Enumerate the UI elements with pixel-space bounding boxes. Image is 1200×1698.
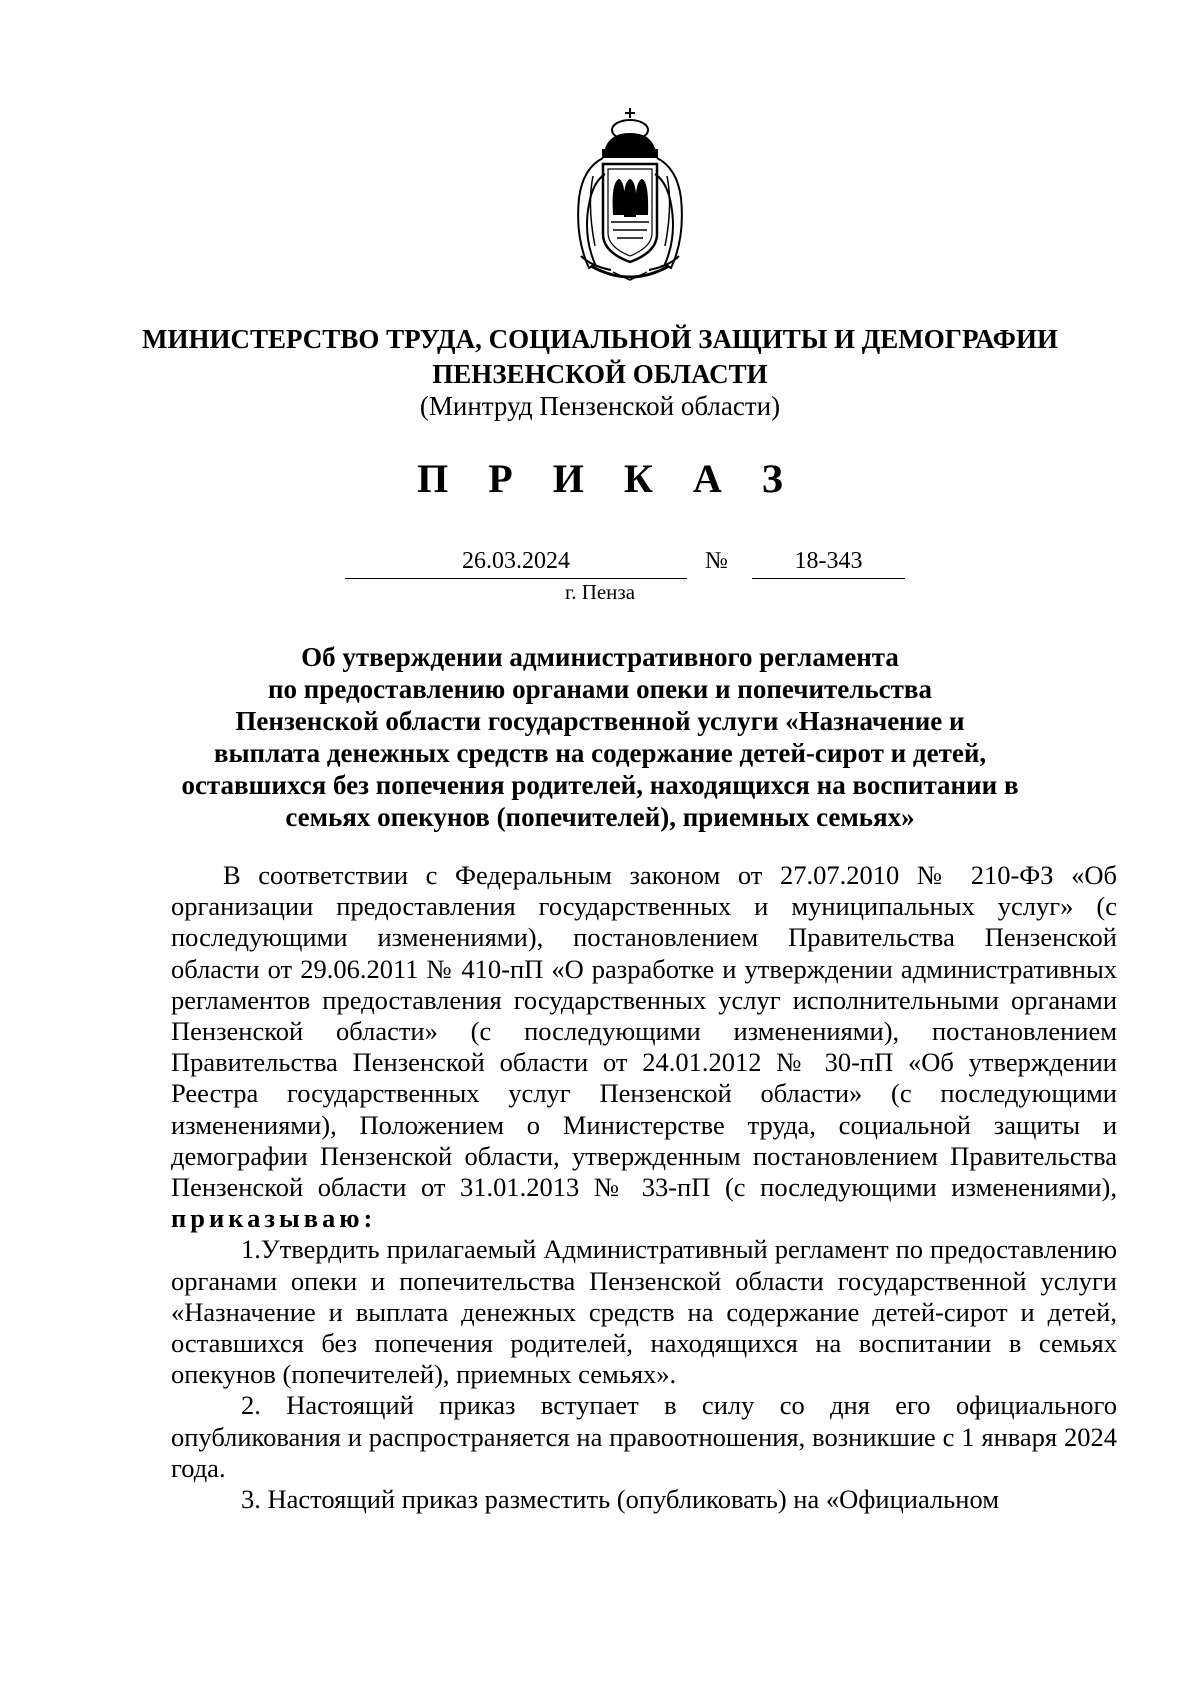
ministry-name (0, 322, 1200, 392)
order-item-2: 2. Настоящий приказ вступает в силу со дня его официального опубликования и распространяется на правоотношения, возникшие с 1 января 2024 года. (171, 1390, 1117, 1483)
number-sign: № (705, 548, 728, 574)
subject-line: выплата денежных средств на содержание детей-сирот и детей, (213, 738, 987, 768)
order-number: 18-343 (752, 548, 905, 579)
order-body (171, 860, 1117, 1515)
document-type-title: П Р И К А З (417, 456, 798, 501)
subject-line: по предоставлению органами опеки и попечительства (267, 674, 933, 704)
order-item-1: 1.Утвердить прилагаемый Административный регламент по предоставлению органами опеки и попечительства Пензенской области государственной услуги «Назначение и выплата денежных средств на содержание детей-сирот и детей, оставшихся без попечения родителей, находящихся на воспитании в семьях опекунов (попечителей), приемных семьях». (171, 1234, 1117, 1390)
ministry-name-line2: ПЕНЗЕНСКОЙ ОБЛАСТИ (432, 359, 768, 389)
city-label: г. Пенза (564, 580, 636, 604)
order-date: 26.03.2024 (345, 548, 687, 579)
ministry-name-line1: МИНИСТЕРСТВО ТРУДА, СОЦИАЛЬНОЙ ЗАЩИТЫ И ДЕМОГРАФИИ (141, 324, 1058, 354)
subject-line: Об утверждении административного регламента (301, 642, 899, 672)
order-subject (0, 641, 1200, 833)
subject-line: оставшихся без попечения родителей, находящихся на воспитании в (181, 770, 1019, 800)
subject-line: Пензенской области государственной услуги «Назначение и (235, 706, 965, 736)
preamble-text: В соответствии с Федеральным законом от 27.07.2010 № 210-ФЗ «Об организации предоставления государственных и муниципальных услуг» (с последующими изменениями), постановлением Правительства Пензенской области от 29.06.2011 № 410-пП «О разработке и утверждении административных регламентов предоставления государственных услуг исполнительными органами Пензенской области» (с последующими изменениями), постановлением Правительства Пензенской области от 24.01.2012 № 30-пП «Об утверждении Реестра государственных услуг Пензенской области» (с последующими изменениями), Положением о Министерстве труда, социальной защиты и демографии Пензенской области, утвержденным постановлением Правительства Пензенской области от 31.01.2013 № 33-пП (с последующими изменениями), (171, 860, 1117, 1203)
order-item-3: 3. Настоящий приказ разместить (опубликовать) на «Официальном (241, 1484, 999, 1515)
subject-line: семьях опекунов (попечителей), приемных семьях» (285, 802, 915, 832)
order-word: приказываю: (171, 1203, 377, 1234)
ministry-short-name: (Минтруд Пензенской области) (419, 391, 781, 421)
coat-of-arms-icon (573, 106, 687, 281)
preamble-paragraph (171, 860, 1117, 1234)
